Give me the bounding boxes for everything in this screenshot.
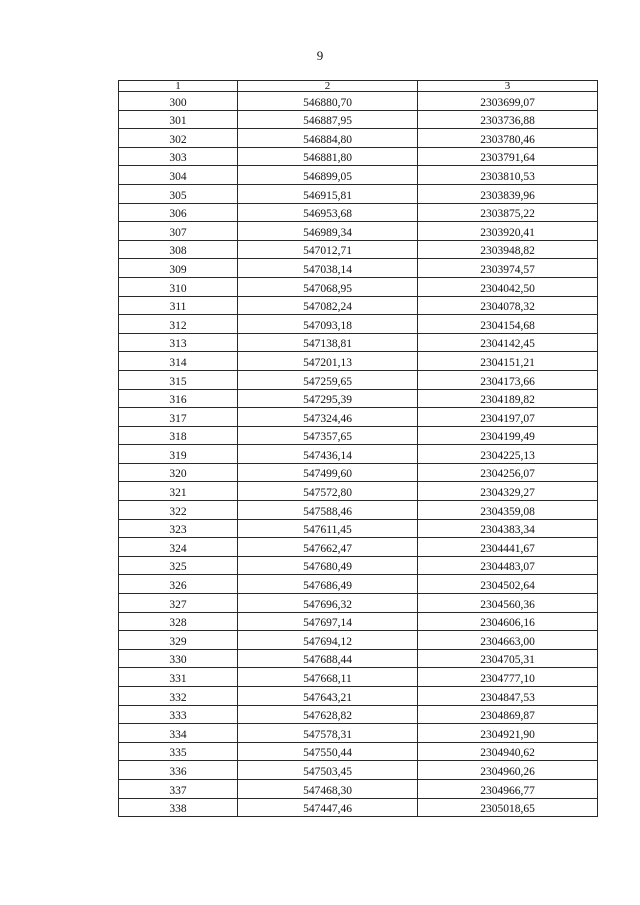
table-row [119,203,598,222]
point-number-cell: 310 [119,277,238,296]
table-row [119,519,598,538]
y-coordinate-cell: 2304606,16 [418,612,598,631]
table-row [119,129,598,148]
x-coordinate-cell: 546887,95 [238,110,418,129]
point-number-cell: 313 [119,333,238,352]
point-number-cell: 309 [119,259,238,278]
y-coordinate-cell: 2303875,22 [418,203,598,222]
x-coordinate-cell: 547038,14 [238,259,418,278]
point-number-cell: 338 [119,798,238,817]
y-coordinate-cell: 2304960,26 [418,761,598,780]
table-row [119,408,598,427]
y-coordinate-cell: 2303948,82 [418,240,598,259]
x-coordinate-cell: 547550,44 [238,742,418,761]
x-coordinate-cell: 547068,95 [238,277,418,296]
point-number-cell: 336 [119,761,238,780]
table-row [119,779,598,798]
y-coordinate-cell: 2303920,41 [418,222,598,241]
point-number-cell: 327 [119,594,238,613]
x-coordinate-cell: 547324,46 [238,408,418,427]
x-coordinate-cell: 547686,49 [238,575,418,594]
table-row [119,333,598,352]
table-row [119,501,598,520]
point-number-cell: 322 [119,501,238,520]
point-number-cell: 316 [119,389,238,408]
point-number-cell: 319 [119,445,238,464]
x-coordinate-cell: 546989,34 [238,222,418,241]
y-coordinate-cell: 2304199,49 [418,426,598,445]
table-row [119,370,598,389]
y-coordinate-cell: 2303791,64 [418,147,598,166]
point-number-cell: 332 [119,687,238,706]
table-header [119,81,598,92]
table-row [119,184,598,203]
y-coordinate-cell: 2304359,08 [418,501,598,520]
y-coordinate-cell: 2304705,31 [418,649,598,668]
x-coordinate-cell: 547696,32 [238,594,418,613]
point-number-cell: 317 [119,408,238,427]
table-row [119,259,598,278]
x-coordinate-cell: 546953,68 [238,203,418,222]
table-row [119,463,598,482]
x-coordinate-cell: 547503,45 [238,761,418,780]
table-row [119,147,598,166]
table-row [119,594,598,613]
table-row [119,240,598,259]
point-number-cell: 324 [119,538,238,557]
point-number-cell: 301 [119,110,238,129]
table-row [119,612,598,631]
x-coordinate-cell: 547259,65 [238,370,418,389]
table-row [119,482,598,501]
y-coordinate-cell: 2304483,07 [418,556,598,575]
x-coordinate-cell: 547643,21 [238,687,418,706]
y-coordinate-cell: 2303810,53 [418,166,598,185]
x-coordinate-cell: 547578,31 [238,724,418,743]
x-coordinate-cell: 547499,60 [238,463,418,482]
point-number-cell: 304 [119,166,238,185]
table-body [119,92,598,817]
x-coordinate-cell: 547694,12 [238,631,418,650]
x-coordinate-cell: 547668,11 [238,668,418,687]
x-coordinate-cell: 547093,18 [238,315,418,334]
table-row [119,445,598,464]
x-coordinate-cell: 547680,49 [238,556,418,575]
point-number-cell: 333 [119,705,238,724]
point-number-cell: 308 [119,240,238,259]
y-coordinate-cell: 2304142,45 [418,333,598,352]
table-row [119,556,598,575]
table-row [119,631,598,650]
y-coordinate-cell: 2304197,07 [418,408,598,427]
y-coordinate-cell: 2303736,88 [418,110,598,129]
point-number-cell: 318 [119,426,238,445]
x-coordinate-cell: 547201,13 [238,352,418,371]
table-row [119,166,598,185]
x-coordinate-cell: 547628,82 [238,705,418,724]
point-number-cell: 302 [119,129,238,148]
table-row [119,761,598,780]
y-coordinate-cell: 2304225,13 [418,445,598,464]
x-coordinate-cell: 547138,81 [238,333,418,352]
table-row [119,315,598,334]
y-coordinate-cell: 2304189,82 [418,389,598,408]
column-header-1: 1 [119,81,238,92]
point-number-cell: 315 [119,370,238,389]
y-coordinate-cell: 2305018,65 [418,798,598,817]
point-number-cell: 330 [119,649,238,668]
table-row [119,352,598,371]
table-row [119,426,598,445]
y-coordinate-cell: 2304560,36 [418,594,598,613]
y-coordinate-cell: 2304663,00 [418,631,598,650]
table-row [119,705,598,724]
y-coordinate-cell: 2304151,21 [418,352,598,371]
point-number-cell: 305 [119,184,238,203]
column-header-2: 2 [238,81,418,92]
y-coordinate-cell: 2304777,10 [418,668,598,687]
y-coordinate-cell: 2304173,66 [418,370,598,389]
x-coordinate-cell: 547012,71 [238,240,418,259]
x-coordinate-cell: 546881,80 [238,147,418,166]
x-coordinate-cell: 547611,45 [238,519,418,538]
point-number-cell: 314 [119,352,238,371]
y-coordinate-cell: 2304847,53 [418,687,598,706]
point-number-cell: 328 [119,612,238,631]
table-row [119,92,598,111]
y-coordinate-cell: 2304256,07 [418,463,598,482]
y-coordinate-cell: 2303839,96 [418,184,598,203]
point-number-cell: 320 [119,463,238,482]
y-coordinate-cell: 2304940,62 [418,742,598,761]
y-coordinate-cell: 2304441,67 [418,538,598,557]
point-number-cell: 321 [119,482,238,501]
page-number: 9 [316,48,324,63]
point-number-cell: 306 [119,203,238,222]
table-header-row [119,81,598,92]
y-coordinate-cell: 2304869,87 [418,705,598,724]
column-header-3: 3 [418,81,598,92]
table-row [119,798,598,817]
x-coordinate-cell: 546899,05 [238,166,418,185]
x-coordinate-cell: 547688,44 [238,649,418,668]
point-number-cell: 323 [119,519,238,538]
table-row [119,687,598,706]
point-number-cell: 335 [119,742,238,761]
y-coordinate-cell: 2304383,34 [418,519,598,538]
x-coordinate-cell: 547082,24 [238,296,418,315]
x-coordinate-cell: 547436,14 [238,445,418,464]
table-row [119,742,598,761]
table-row [119,668,598,687]
table-row [119,724,598,743]
point-number-cell: 334 [119,724,238,743]
coordinates-table [118,80,598,817]
x-coordinate-cell: 547357,65 [238,426,418,445]
y-coordinate-cell: 2304502,64 [418,575,598,594]
x-coordinate-cell: 547662,47 [238,538,418,557]
point-number-cell: 331 [119,668,238,687]
y-coordinate-cell: 2304078,32 [418,296,598,315]
point-number-cell: 325 [119,556,238,575]
y-coordinate-cell: 2304154,68 [418,315,598,334]
y-coordinate-cell: 2304921,90 [418,724,598,743]
y-coordinate-cell: 2303780,46 [418,129,598,148]
y-coordinate-cell: 2304329,27 [418,482,598,501]
x-coordinate-cell: 546915,81 [238,184,418,203]
point-number-cell: 329 [119,631,238,650]
y-coordinate-cell: 2303974,57 [418,259,598,278]
point-number-cell: 300 [119,92,238,111]
table-row [119,277,598,296]
x-coordinate-cell: 547447,46 [238,798,418,817]
y-coordinate-cell: 2303699,07 [418,92,598,111]
y-coordinate-cell: 2304966,77 [418,779,598,798]
table-row [119,296,598,315]
table-row [119,110,598,129]
x-coordinate-cell: 547468,30 [238,779,418,798]
x-coordinate-cell: 547588,46 [238,501,418,520]
x-coordinate-cell: 546884,80 [238,129,418,148]
table-row [119,538,598,557]
table-row [119,649,598,668]
x-coordinate-cell: 547572,80 [238,482,418,501]
point-number-cell: 311 [119,296,238,315]
table-row [119,389,598,408]
x-coordinate-cell: 546880,70 [238,92,418,111]
table-row [119,222,598,241]
table-row [119,575,598,594]
x-coordinate-cell: 547697,14 [238,612,418,631]
point-number-cell: 326 [119,575,238,594]
y-coordinate-cell: 2304042,50 [418,277,598,296]
point-number-cell: 337 [119,779,238,798]
point-number-cell: 307 [119,222,238,241]
point-number-cell: 303 [119,147,238,166]
point-number-cell: 312 [119,315,238,334]
x-coordinate-cell: 547295,39 [238,389,418,408]
